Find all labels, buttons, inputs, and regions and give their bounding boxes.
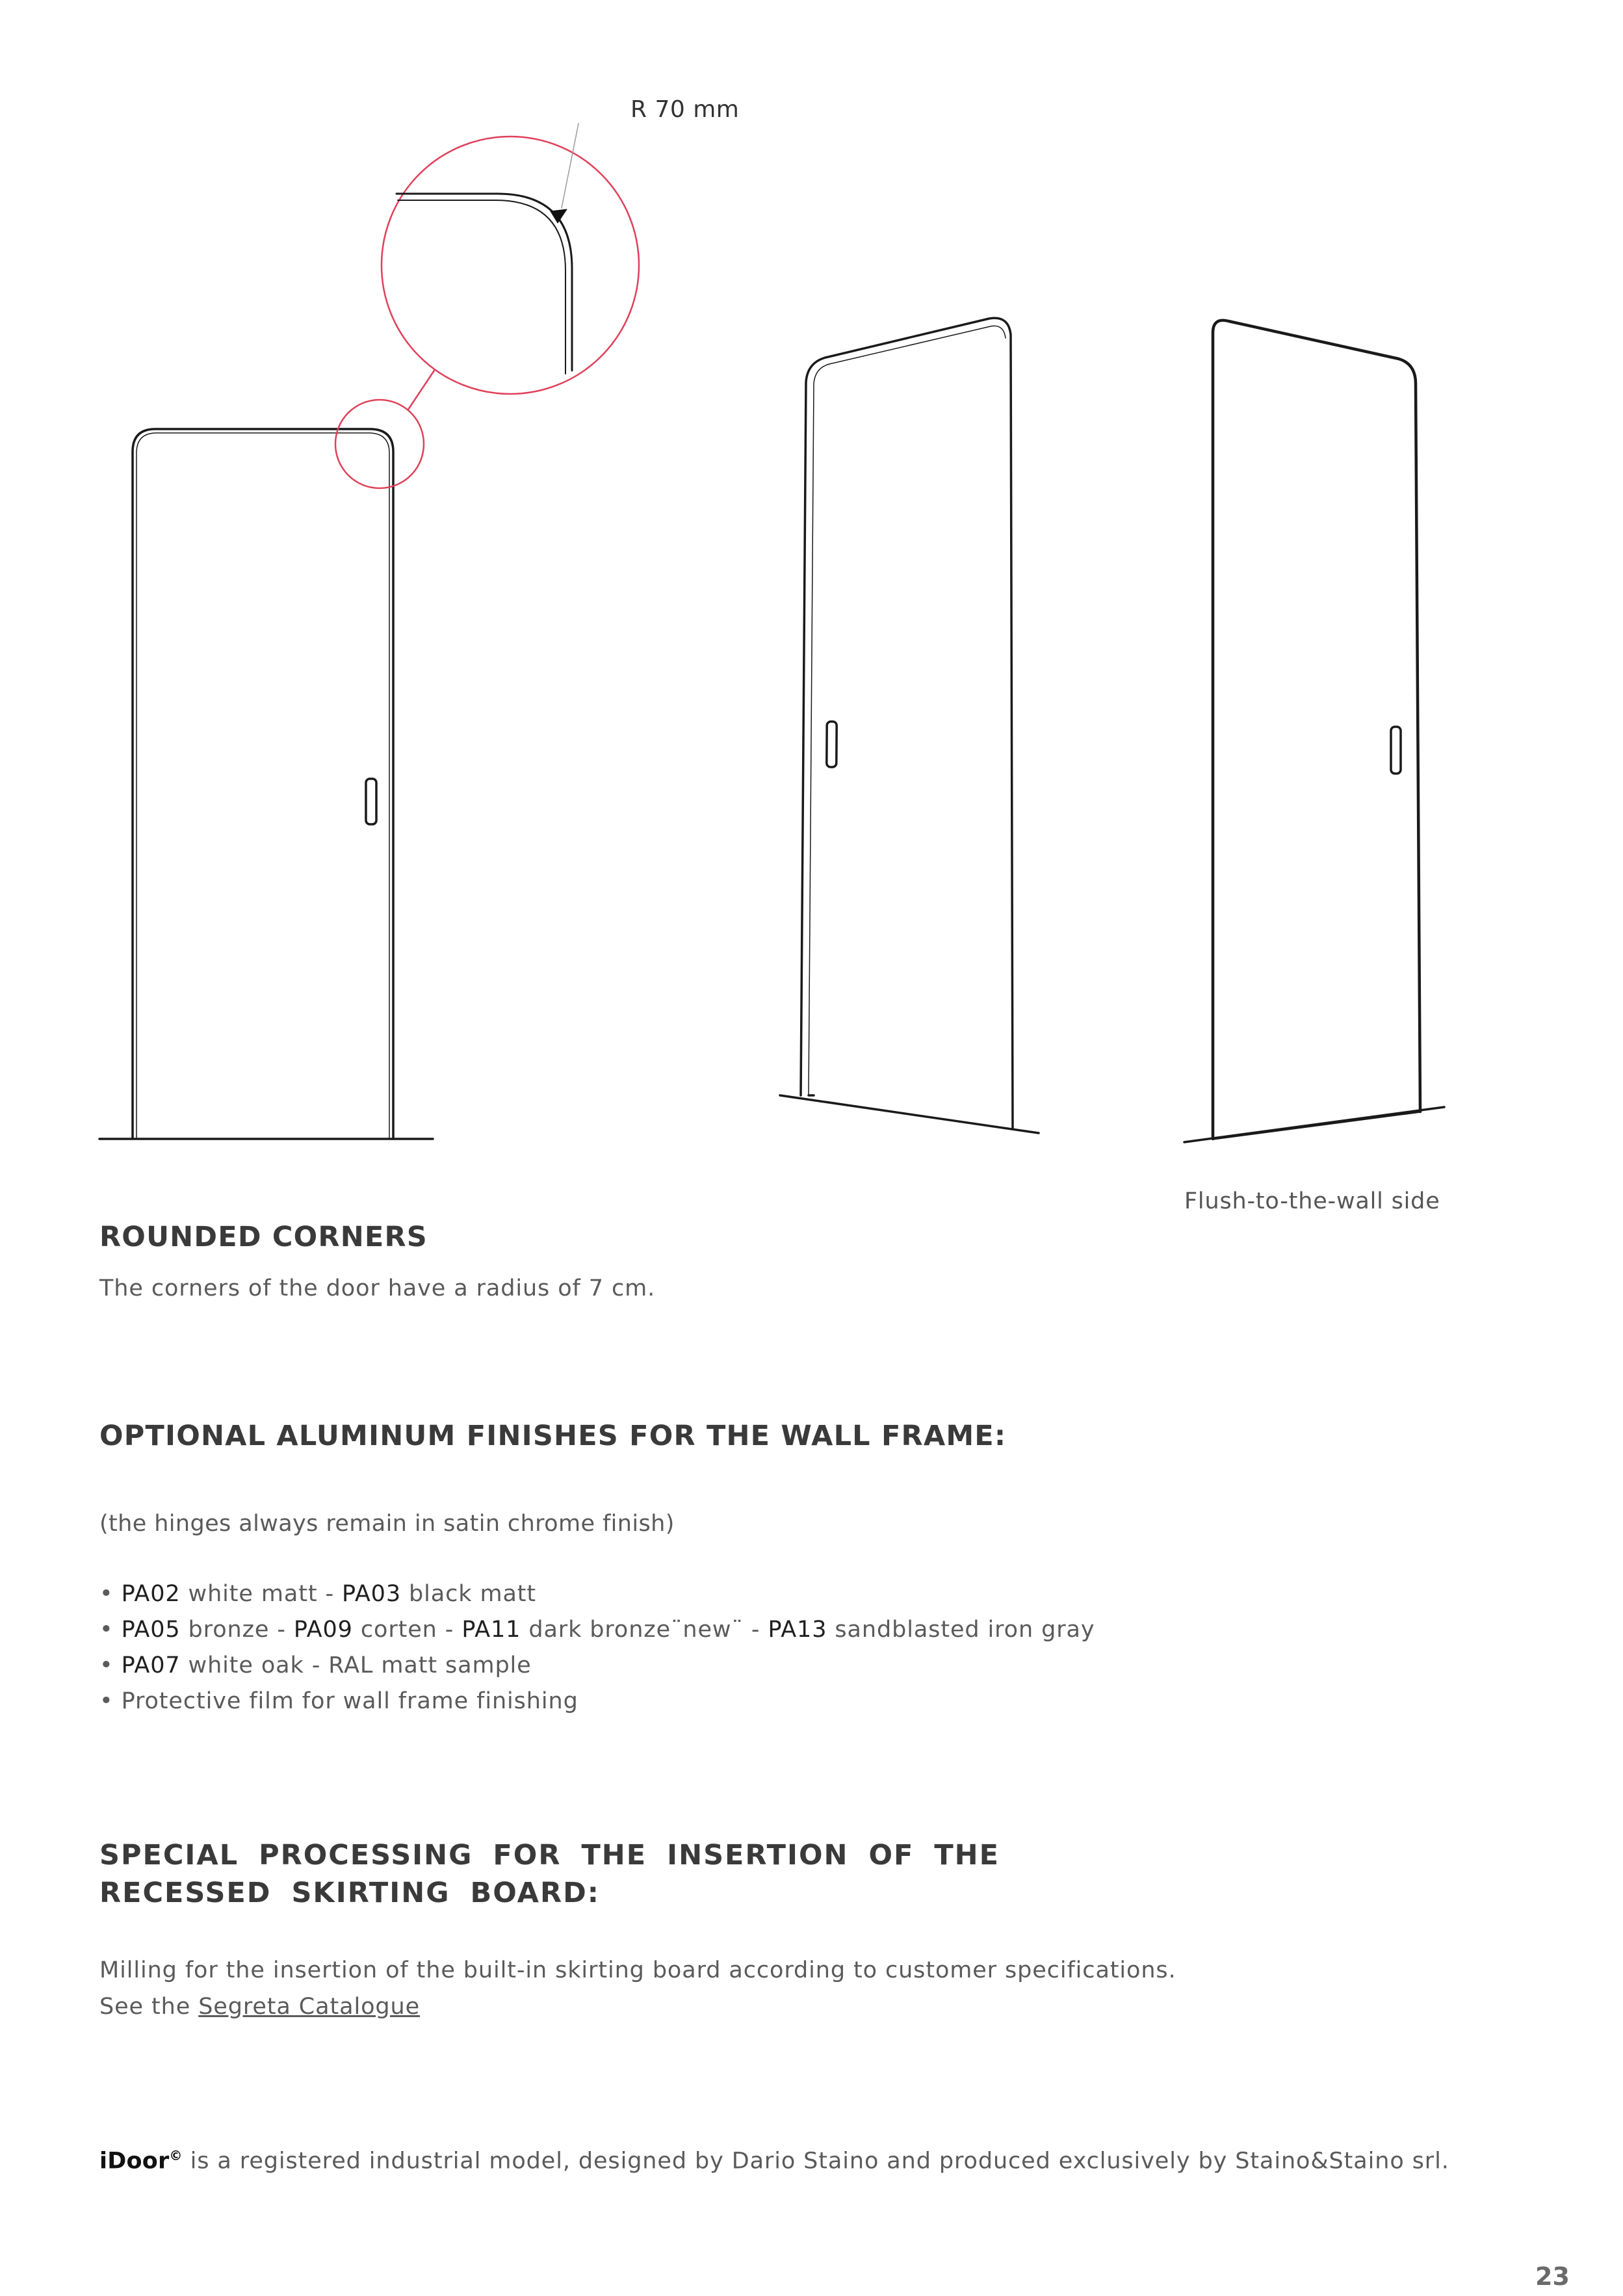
finish-code: PA03 — [342, 1581, 401, 1607]
footer-note — [99, 2148, 1449, 2174]
door-handle — [1391, 727, 1401, 774]
perspective-door-right — [1184, 320, 1444, 1142]
finish-desc: Protective film for wall frame finishing — [121, 1688, 578, 1714]
special-processing-heading: SPECIAL PROCESSING FOR THE INSERTION OF THE RECESSED SKIRTING BOARD: — [99, 1839, 1000, 1909]
link-prefix: See the — [99, 1994, 199, 2020]
door-handle — [366, 779, 376, 824]
copyright-mark: © — [169, 2148, 183, 2163]
finish-code: PA13 — [768, 1617, 827, 1643]
door-outline — [1213, 320, 1420, 1139]
detail-connector — [408, 371, 434, 410]
aluminum-finishes-heading: OPTIONAL ALUMINUM FINISHES FOR THE WALL FRAME: — [99, 1420, 1007, 1452]
hinges-note: (the hinges always remain in satin chrome finish) — [99, 1511, 675, 1537]
list-item: • Protective film for wall frame finishing — [99, 1688, 578, 1714]
corner-detail — [335, 124, 639, 488]
rounded-corners-text: The corners of the door have a radius of 7 cm. — [99, 1275, 656, 1301]
detail-circle-large — [382, 137, 639, 394]
detail-corner-outer — [396, 194, 572, 371]
segreta-catalogue-link[interactable]: Segreta Catalogue — [198, 1994, 421, 2020]
dimension-leader — [562, 124, 578, 208]
finish-desc: corten - — [352, 1617, 462, 1643]
finish-desc: black matt — [401, 1581, 537, 1607]
finish-desc: dark bronze¨new¨ - — [521, 1617, 768, 1643]
radius-dimension-label: R 70 mm — [630, 96, 740, 123]
finish-desc: bronze - — [180, 1617, 294, 1643]
finish-desc: sandblasted iron gray — [827, 1617, 1095, 1643]
finishes-list — [99, 1576, 1095, 1719]
finish-code: PA11 — [461, 1617, 521, 1643]
finish-desc: white oak - RAL matt sample — [180, 1652, 532, 1678]
detail-circle-small — [335, 400, 424, 488]
door-base — [1213, 1112, 1420, 1139]
floor-line — [780, 1095, 1039, 1133]
finish-code: PA07 — [121, 1652, 181, 1678]
finish-code: PA09 — [293, 1617, 353, 1643]
door-outline — [133, 429, 393, 1139]
finish-code: PA05 — [121, 1617, 181, 1643]
door-handle — [827, 722, 837, 767]
finish-code: PA02 — [121, 1581, 181, 1607]
dimension-arrow — [551, 209, 567, 223]
front-door-drawing — [99, 429, 433, 1139]
finish-desc: white matt - — [180, 1581, 343, 1607]
brand-name: iDoor — [99, 2148, 170, 2174]
rounded-corners-heading: ROUNDED CORNERS — [99, 1221, 428, 1253]
perspective-door-left — [780, 318, 1039, 1133]
door-outline — [801, 318, 1013, 1128]
door-inner-outline — [809, 326, 1006, 1095]
page-number: 23 — [1535, 2262, 1570, 2291]
list-item: • PA02 white matt - PA03 black matt — [99, 1581, 537, 1607]
list-item: • PA05 bronze - PA09 corten - PA11 dark bronze¨new¨ - PA13 sandblasted iron gray — [99, 1617, 1095, 1643]
flush-side-caption: Flush-to-the-wall side — [1184, 1188, 1440, 1214]
list-item: • PA07 white oak - RAL matt sample — [99, 1652, 532, 1678]
catalogue-reference — [99, 1989, 420, 2025]
special-processing-text: Milling for the insertion of the built-in skirting board according to customer specifications. — [99, 1957, 1176, 1983]
door-inner-outline — [136, 433, 389, 1139]
detail-corner-inner — [398, 200, 565, 374]
footer-text: is a registered industrial model, designed by Dario Staino and produced exclusively by Staino&Staino srl. — [182, 2148, 1449, 2174]
